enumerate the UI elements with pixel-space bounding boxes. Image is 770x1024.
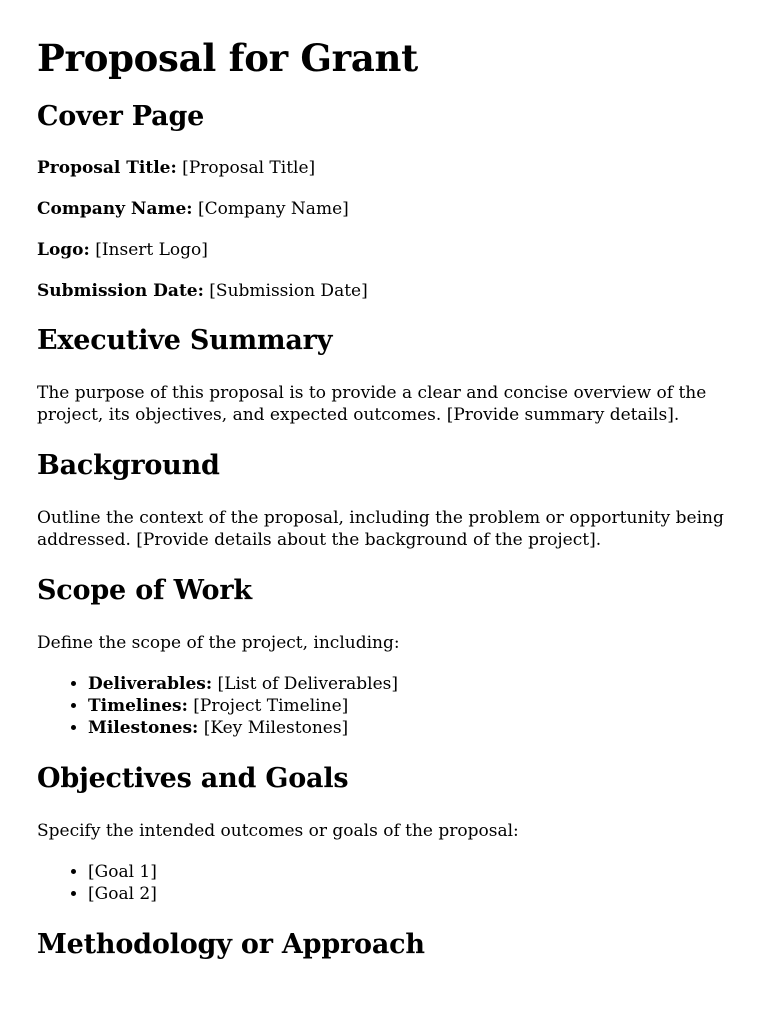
company-name-field xyxy=(37,198,730,220)
item-label: Deliverables: xyxy=(88,674,213,694)
executive-summary-heading: Executive Summary xyxy=(37,325,333,356)
executive-summary-text: The purpose of this proposal is to provide a clear and concise overview of the project, its objectives, and expected outcomes. [Provide summary details]. xyxy=(37,383,707,425)
scope-section xyxy=(37,575,730,739)
item-label: Milestones: xyxy=(88,718,199,738)
proposal-title-field xyxy=(37,157,730,179)
scope-intro: Define the scope of the project, including: xyxy=(37,633,400,653)
list-item: • [Goal 2] xyxy=(88,883,730,905)
logo-field xyxy=(37,239,730,261)
submission-date-field xyxy=(37,280,730,302)
item-value: [Project Timeline] xyxy=(187,696,349,716)
field-value: [Proposal Title] xyxy=(176,158,316,178)
background-section xyxy=(37,450,730,551)
field-value: [Insert Logo] xyxy=(89,240,208,260)
objectives-section xyxy=(37,763,730,905)
field-label: Proposal Title: xyxy=(37,158,177,178)
scope-list xyxy=(37,673,730,739)
field-value: [Company Name] xyxy=(192,199,349,219)
item-label: Timelines: xyxy=(88,696,188,716)
objectives-intro: Specify the intended outcomes or goals of the proposal: xyxy=(37,821,519,841)
field-value: [Submission Date] xyxy=(203,281,368,301)
scope-heading: Scope of Work xyxy=(37,575,252,606)
goals-list xyxy=(37,861,730,905)
document-title: Proposal for Grant xyxy=(37,36,418,80)
field-label: Company Name: xyxy=(37,199,193,219)
cover-section xyxy=(37,101,730,302)
field-label: Logo: xyxy=(37,240,90,260)
item-value: [List of Deliverables] xyxy=(212,674,399,694)
list-item: • [Goal 1] xyxy=(88,861,730,883)
background-heading: Background xyxy=(37,450,220,481)
cover-heading: Cover Page xyxy=(37,101,205,132)
item-value: [Key Milestones] xyxy=(198,718,349,738)
list-item xyxy=(88,717,730,739)
methodology-section xyxy=(37,929,730,961)
list-item xyxy=(88,695,730,717)
list-item xyxy=(88,673,730,695)
background-text: Outline the context of the proposal, including the problem or opportunity being addressed. [Provide details about the background of the project]. xyxy=(37,508,724,550)
executive-summary-section xyxy=(37,325,730,426)
objectives-heading: Objectives and Goals xyxy=(37,763,349,794)
field-label: Submission Date: xyxy=(37,281,204,301)
methodology-heading: Methodology or Approach xyxy=(37,929,425,960)
